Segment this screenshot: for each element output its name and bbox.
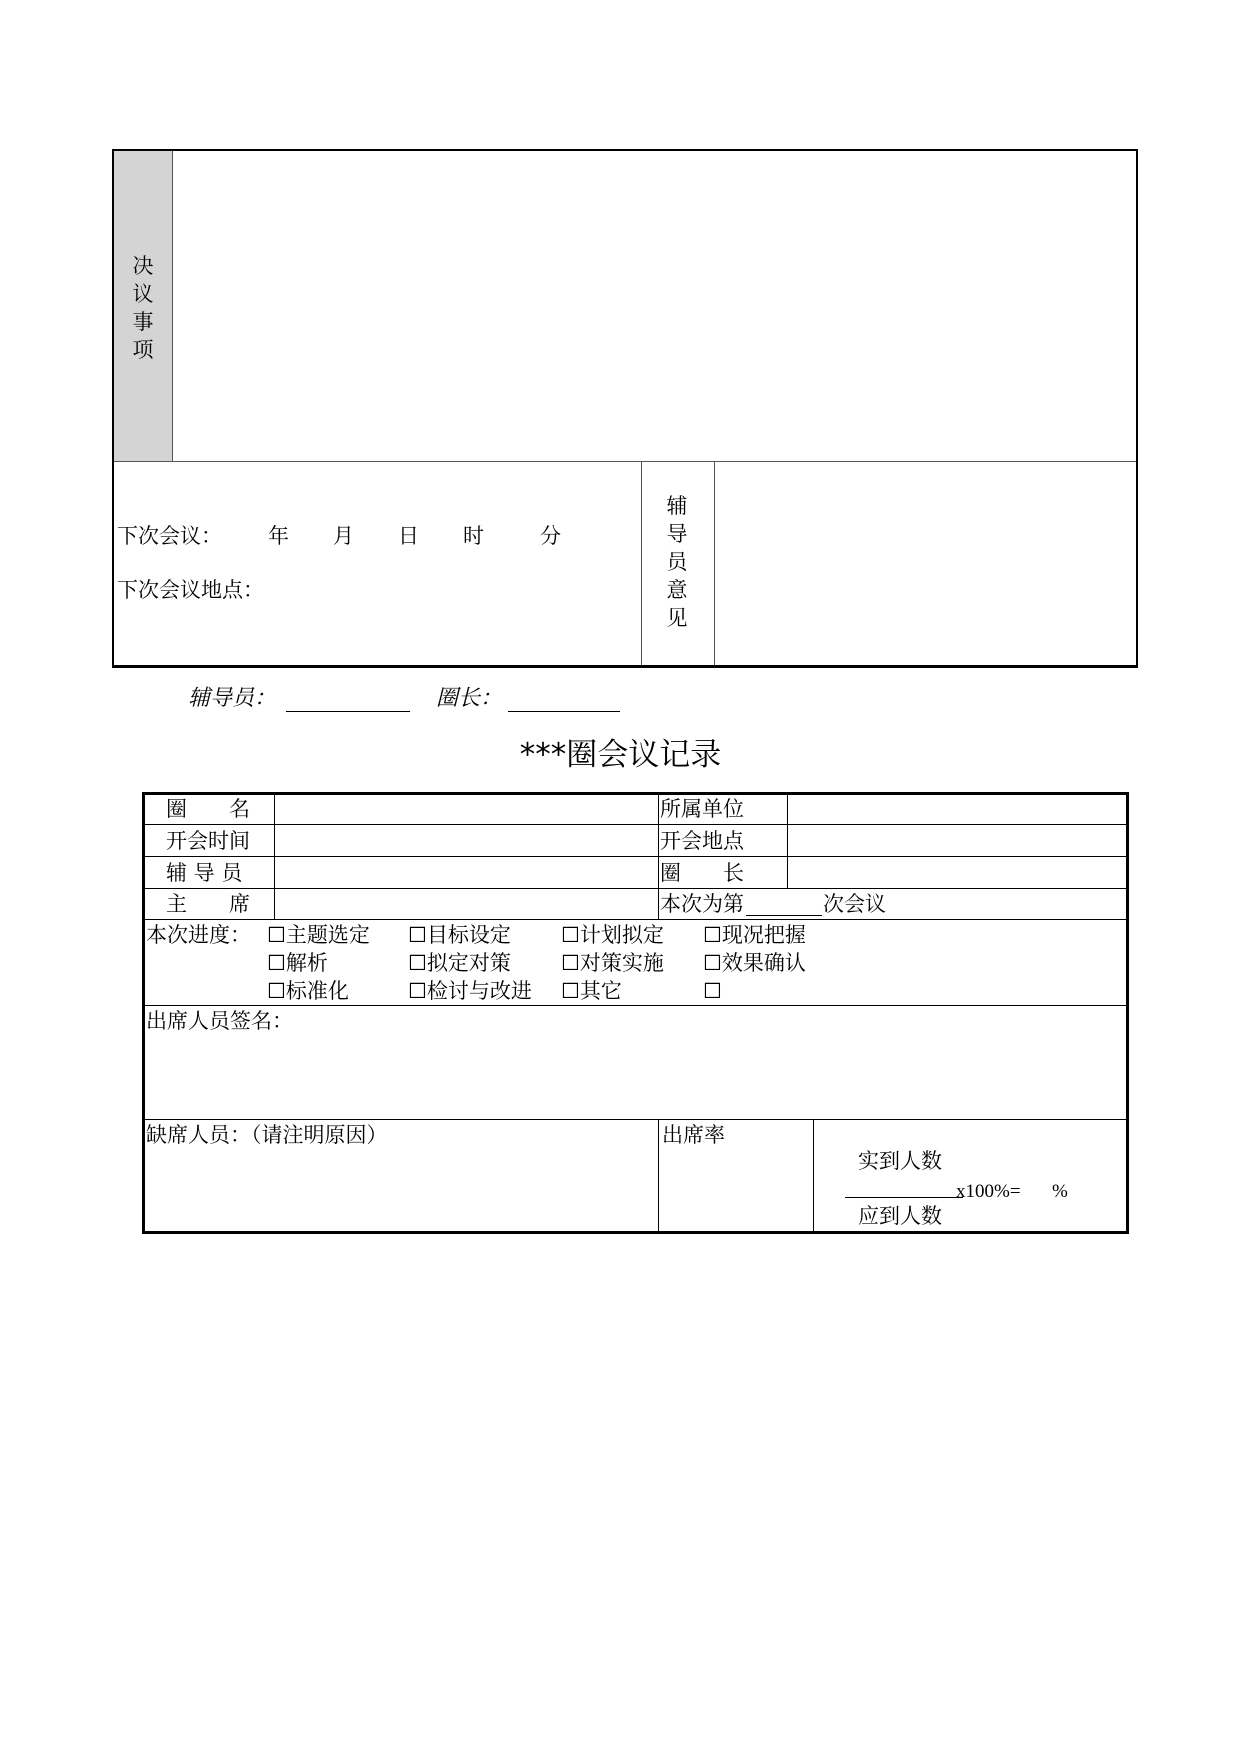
tutor-label: 辅 导 员 (166, 861, 243, 885)
tutor-field[interactable] (275, 857, 658, 888)
checkbox-icon[interactable]: ☐ (703, 951, 722, 975)
time-unit-year: 年 (268, 524, 289, 548)
progress-option[interactable]: ☐其它 (561, 979, 622, 1003)
circle-leader-label: 圈 长 (660, 861, 744, 885)
checkbox-icon[interactable]: ☐ (561, 979, 580, 1003)
formula-multiplier: x100%= (956, 1181, 1021, 1202)
time-unit-month: 月 (333, 524, 354, 548)
checkbox-icon[interactable]: ☐ (267, 979, 286, 1003)
checkbox-icon[interactable]: ☐ (408, 979, 427, 1003)
progress-option[interactable]: ☐目标设定 (408, 923, 511, 947)
tutor-signature-label: 辅导员： (188, 686, 277, 711)
progress-option[interactable]: ☐解析 (267, 951, 328, 975)
circle-leader-field[interactable] (788, 857, 1126, 888)
formula-denominator: 应到人数 (858, 1204, 942, 1228)
meeting-location-field[interactable] (788, 825, 1126, 856)
meeting-location-label: 开会地点 (660, 829, 744, 853)
next-location-label: 下次会议地点： (117, 578, 264, 602)
checkbox-icon[interactable]: ☐ (267, 923, 286, 947)
meeting-time-field[interactable] (275, 825, 658, 856)
attendees-signature-area[interactable] (145, 1034, 1126, 1119)
absent-field[interactable] (145, 1148, 658, 1231)
fraction-bar (845, 1197, 963, 1198)
checkbox-icon[interactable]: ☐ (408, 923, 427, 947)
resolution-label: 决 议 事 项 (132, 254, 154, 362)
circle-name-label: 圈 名 (166, 797, 250, 821)
progress-option[interactable]: ☐对策实施 (561, 951, 664, 975)
progress-option[interactable]: ☐效果确认 (703, 951, 806, 975)
progress-option[interactable]: ☐检讨与改进 (408, 979, 532, 1003)
checkbox-icon[interactable]: ☐ (561, 951, 580, 975)
time-unit-minute: 分 (540, 524, 561, 548)
attendance-rate-label: 出席率 (662, 1123, 725, 1147)
absent-label: 缺席人员：（请注明原因） (146, 1123, 388, 1147)
circle-name-field[interactable] (275, 795, 658, 824)
meeting-time-label: 开会时间 (166, 829, 250, 853)
progress-option[interactable]: ☐拟定对策 (408, 951, 511, 975)
tutor-opinion-area[interactable] (715, 462, 1136, 665)
session-suffix: 次会议 (823, 892, 886, 916)
tutor-signature-blank[interactable] (286, 711, 410, 712)
checkbox-icon[interactable]: ☐ (267, 951, 286, 975)
next-meeting-label: 下次会议： (117, 524, 222, 548)
formula-numerator: 实到人数 (858, 1149, 942, 1173)
progress-option[interactable]: ☐计划拟定 (561, 923, 664, 947)
record-title: ***圈会议记录 (519, 737, 722, 773)
session-number-blank[interactable] (746, 915, 822, 916)
progress-label: 本次进度： (146, 923, 251, 947)
progress-option[interactable] (703, 978, 722, 1004)
session-prefix: 本次为第 (660, 892, 744, 916)
checkbox-icon[interactable]: ☐ (703, 979, 722, 1003)
unit-label: 所属单位 (660, 797, 744, 821)
progress-option[interactable]: ☐标准化 (267, 979, 349, 1003)
progress-option[interactable]: ☐现况把握 (703, 923, 806, 947)
tutor-opinion-label: 辅 导 员 意 见 (666, 494, 688, 630)
formula-percent: % (1052, 1181, 1068, 1202)
leader-signature-label: 圈长： (436, 686, 503, 711)
time-unit-day: 日 (398, 524, 419, 548)
leader-signature-blank[interactable] (508, 711, 620, 712)
checkbox-icon[interactable]: ☐ (561, 923, 580, 947)
progress-option[interactable]: ☐主题选定 (267, 923, 370, 947)
attendees-label: 出席人员签名： (146, 1009, 293, 1033)
unit-field[interactable] (788, 795, 1126, 824)
time-unit-hour: 时 (463, 524, 484, 548)
chairman-field[interactable] (275, 889, 658, 919)
resolution-content-area[interactable] (173, 151, 1136, 461)
checkbox-icon[interactable]: ☐ (703, 923, 722, 947)
chairman-label: 主 席 (166, 892, 250, 916)
checkbox-icon[interactable]: ☐ (408, 951, 427, 975)
